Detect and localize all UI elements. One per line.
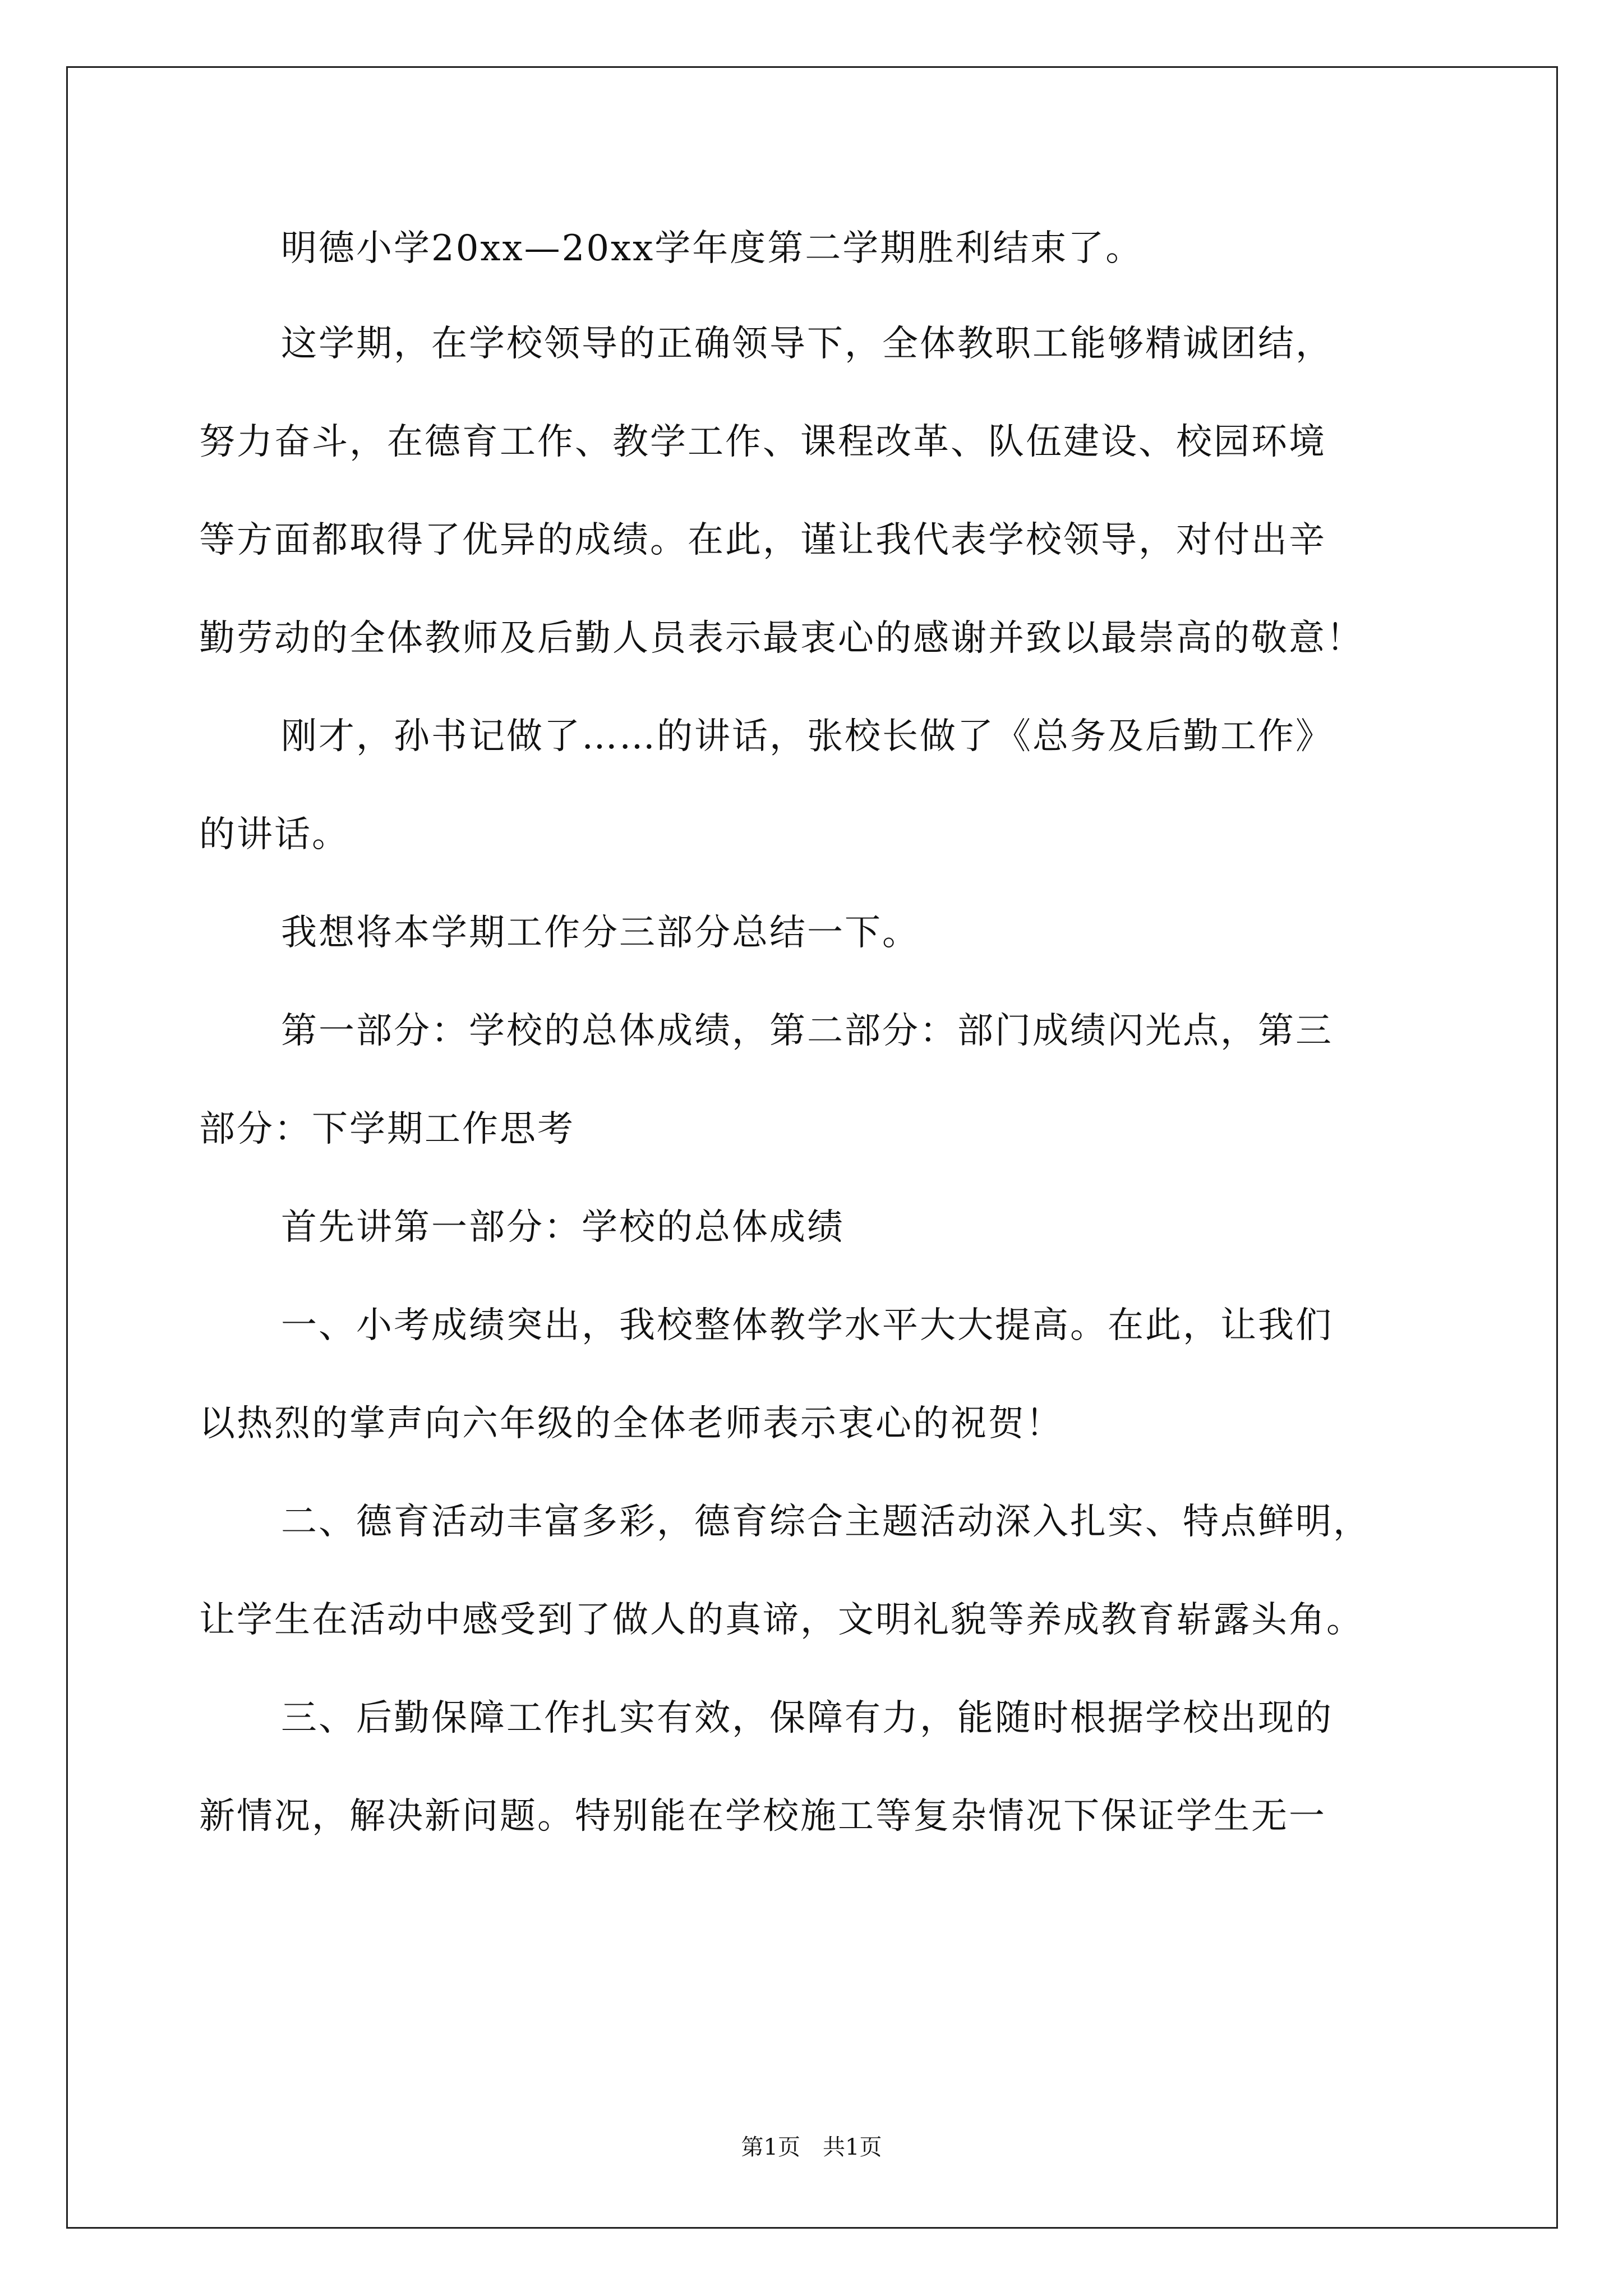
paragraph-line: 二、德育活动丰富多彩，德育综合主题活动深入扎实、特点鲜明，	[281, 1501, 1371, 1543]
paragraph-line: 我想将本学期工作分三部分总结一下。	[281, 912, 920, 954]
paragraph-line: 首先讲第一部分：学校的总体成绩	[281, 1207, 845, 1248]
paragraph-line: 以热烈的掌声向六年级的全体老师表示衷心的祝贺！	[199, 1403, 1063, 1444]
paragraph-line: 这学期，在学校领导的正确领导下，全体教职工能够精诚团结，	[281, 323, 1333, 365]
paragraph-line: 一、小考成绩突出，我校整体教学水平大大提高。在此，让我们	[281, 1305, 1333, 1346]
paragraph-line: 勤劳动的全体教师及后勤人员表示最衷心的感谢并致以最崇高的敬意！	[199, 618, 1364, 659]
paragraph-line: 明德小学20xx—20xx学年度第二学期胜利结束了。	[281, 228, 1144, 269]
paragraph-line: 刚才，孙书记做了……的讲话，张校长做了《总务及后勤工作》	[281, 716, 1333, 757]
paragraph-line: 的讲话。	[199, 814, 349, 855]
paragraph-line: 三、后勤保障工作扎实有效，保障有力，能随时根据学校出现的	[281, 1697, 1333, 1739]
paragraph-line: 第一部分：学校的总体成绩，第二部分：部门成绩闪光点，第三	[281, 1010, 1333, 1052]
paragraph-line: 新情况，解决新问题。特别能在学校施工等复杂情况下保证学生无一	[199, 1796, 1326, 1837]
page-number: 第1页 共1页	[741, 2134, 882, 2160]
paragraph-line: 让学生在活动中感受到了做人的真谛，文明礼貌等养成教育崭露头角。	[199, 1599, 1364, 1641]
paragraph-line: 部分：下学期工作思考	[199, 1108, 575, 1150]
paragraph-line: 努力奋斗，在德育工作、教学工作、课程改革、队伍建设、校园环境	[199, 421, 1326, 463]
paragraph-line: 等方面都取得了优异的成绩。在此，谨让我代表学校领导，对付出辛	[199, 519, 1326, 561]
